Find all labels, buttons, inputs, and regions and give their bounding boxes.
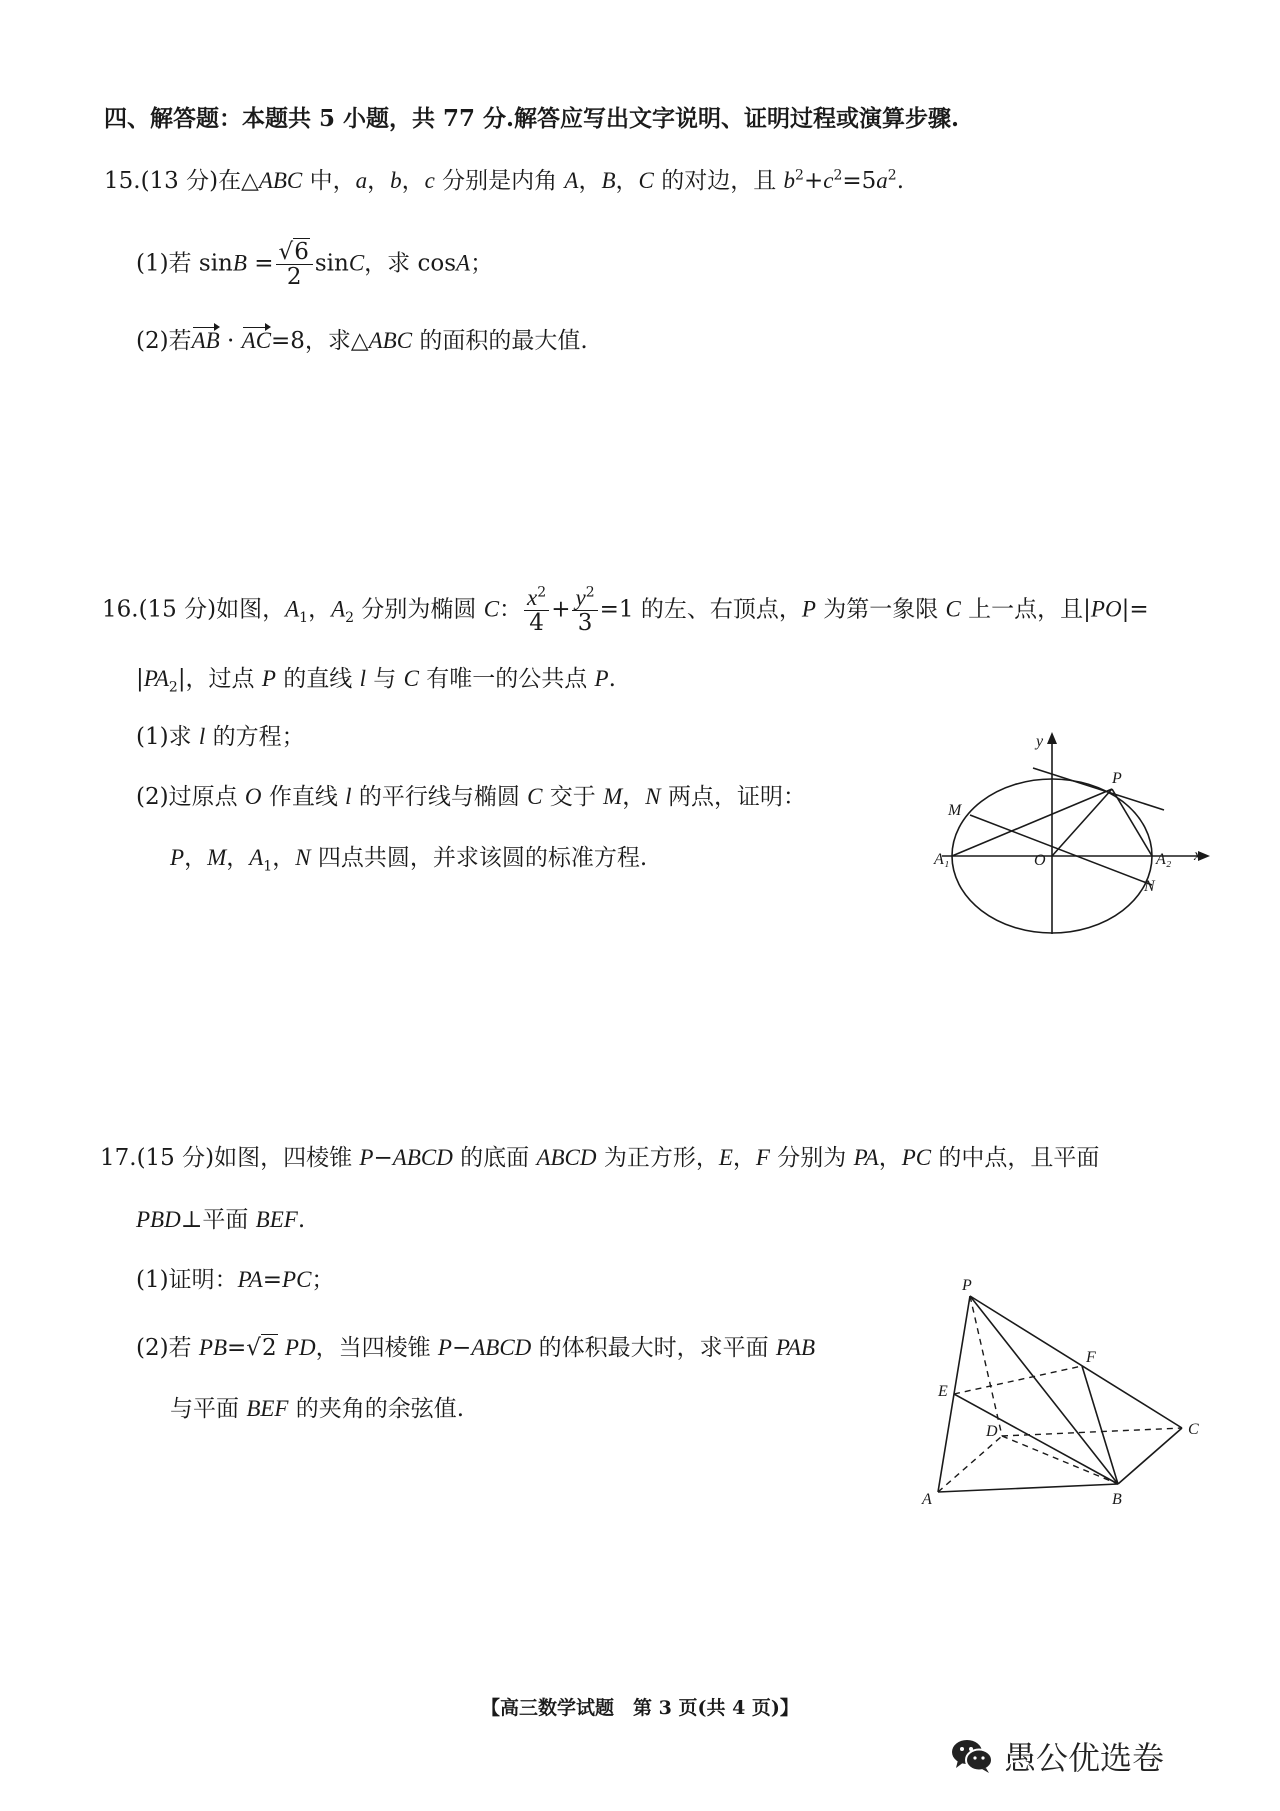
segment-OP <box>1052 789 1112 856</box>
section-title: 四、解答题：本题共 5 小题，共 77 分.解答应写出文字说明、证明过程或演算步骤. <box>104 105 960 132</box>
q17-statement-cont: PBD⊥平面 BEF. <box>136 1207 306 1233</box>
label-C: C <box>1188 1421 1199 1438</box>
label-P: P <box>962 1277 972 1294</box>
wechat-icon <box>950 1738 994 1774</box>
label-D: D <box>986 1423 998 1440</box>
q16-statement: 16.(15 分)如图，$A_1$，$A_2$ 分别为椭圆 C： $\frac{x^2}{4}$ + $\frac{y^2}{3}$ =1 的左、右顶点，P 为第一象限 C 上一点，且|PO|= <box>102 584 1149 636</box>
label-A: A <box>922 1491 932 1508</box>
label-P: P <box>1112 770 1122 787</box>
label-y: y <box>1036 733 1044 750</box>
edge-AB <box>938 1484 1118 1492</box>
q16-statement-cont: $|PA_2|$，过点 P 的直线 l 与 C 有唯一的公共点 P. <box>136 666 616 696</box>
q17-part2-cont: 与平面 BEF 的夹角的余弦值. <box>170 1396 465 1422</box>
q16-points: (15 分) <box>138 596 217 623</box>
hidden-segment-DB <box>1002 1436 1118 1484</box>
label-x: x <box>1194 847 1202 864</box>
q17-part2: (2)若 PB=√2 PD，当四棱锥 P−ABCD 的体积最大时，求平面 PAB <box>136 1335 816 1361</box>
q15-part1: (1)若 sinB = $\frac{√6}{2}$ sinC，求 cosA； <box>136 239 494 290</box>
y-axis-arrow <box>1047 732 1057 744</box>
brand-name: 愚公优选卷 <box>1004 1739 1165 1777</box>
line-MN <box>970 815 1152 885</box>
q17-statement: 17.(15 分)如图，四棱锥 P−ABCD 的底面 ABCD 为正方形，E，F 分别为 PA，PC 的中点，且平面 <box>100 1145 1100 1171</box>
q15-points: (13 分) <box>140 168 219 194</box>
q17-part1: (1)证明：PA=PC； <box>136 1267 335 1293</box>
hidden-edge-AD <box>938 1436 1002 1492</box>
q16-number: 16. <box>102 596 139 623</box>
edge-PB <box>970 1296 1118 1484</box>
brand-watermark <box>950 1733 1164 1779</box>
q15-statement: 15.(13 分)在△ABC 中，a，b，c 分别是内角 A，B，C 的对边，且 $b^2+c^2=5a^2$. <box>104 167 904 194</box>
q17-number: 17. <box>100 1145 137 1171</box>
label-O: O <box>1034 852 1046 869</box>
q16-ellipse-figure <box>930 728 1220 938</box>
edge-PC <box>970 1296 1182 1428</box>
q16-part2: (2)过原点 O 作直线 l 的平行线与椭圆 C 交于 M，N 两点，证明： <box>136 784 806 810</box>
label-N: N <box>1144 878 1155 895</box>
label-A2: A₂ <box>1156 851 1172 868</box>
hidden-segment-EF <box>954 1366 1082 1394</box>
q16-part1: (1)求 l 的方程； <box>136 724 305 750</box>
hidden-edge-DC <box>1002 1428 1182 1436</box>
edge-BC <box>1118 1428 1182 1484</box>
q17-pyramid-figure <box>910 1270 1220 1520</box>
q15-part2: (2)若AB · AC=8，求△ABC 的面积的最大值. <box>136 328 588 354</box>
label-B: B <box>1112 1491 1122 1508</box>
segment-EB <box>954 1394 1118 1484</box>
q16-part2-cont: P，M，$A_1$，N 四点共圆，并求该圆的标准方程. <box>170 845 648 875</box>
q17-points: (15 分) <box>136 1145 215 1171</box>
segment-A1-P <box>952 789 1112 856</box>
q15-number: 15. <box>104 168 141 194</box>
label-A1: A₁ <box>934 851 950 868</box>
label-F: F <box>1086 1349 1096 1366</box>
label-M: M <box>948 802 962 819</box>
label-E: E <box>938 1383 948 1400</box>
page-footer: 【高三数学试题 第 3 页(共 4 页)】 <box>481 1697 799 1719</box>
